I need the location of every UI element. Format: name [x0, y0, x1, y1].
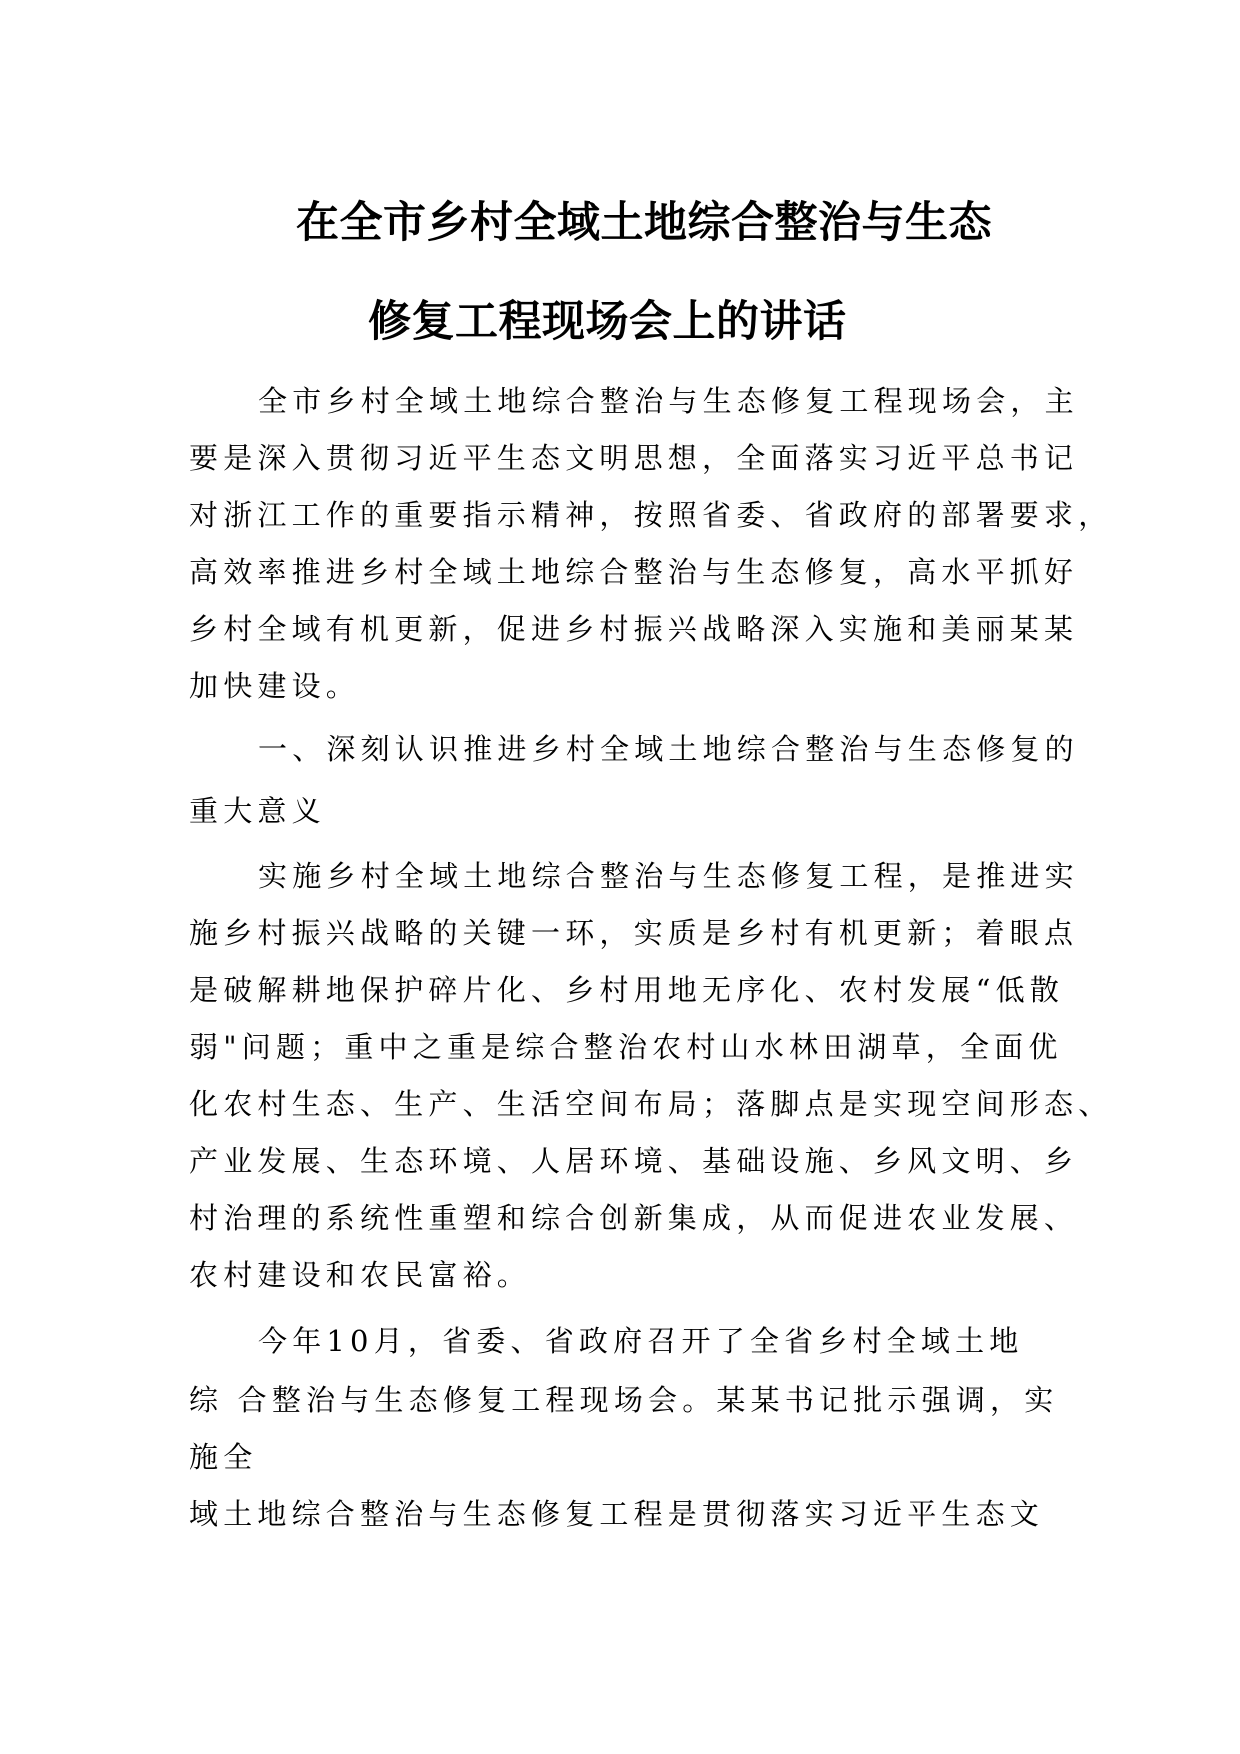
body-line: 施全 — [189, 1440, 258, 1474]
body-line: 要是深入贯彻习近平生态文明思想，全面落实习近平总书记 — [189, 441, 1079, 475]
body-line: 今年10月，省委、省政府召开了全省乡村全域土地 — [258, 1324, 1024, 1358]
body-line: 化农村生态、生产、生活空间布局；落脚点是实现空间形态、 — [189, 1087, 1113, 1121]
body-line: 是破解耕地保护碎片化、乡村用地无序化、农村发展“低散 — [189, 973, 1065, 1007]
document-title-line-1: 在全市乡村全域土地综合整治与生态 — [296, 198, 992, 248]
body-line: 产业发展、生态环境、人居环境、基础设施、乡风文明、乡 — [189, 1144, 1079, 1178]
body-line: 加快建设。 — [189, 669, 361, 703]
body-line: 域土地综合整治与生态修复工程是贯彻落实习近平生态文 — [189, 1497, 1045, 1531]
body-line: 弱"问题；重中之重是综合整治农村山水林田湖草，全面优 — [189, 1030, 1063, 1064]
body-line: 农村建设和农民富裕。 — [189, 1258, 532, 1292]
section-heading-line: 重大意义 — [189, 794, 326, 828]
body-line: 乡村全域有机更新，促进乡村振兴战略深入实施和美丽某某 — [189, 612, 1079, 646]
body-line: 村治理的系统性重塑和综合创新集成，从而促进农业发展、 — [189, 1201, 1079, 1235]
body-line: 综 合整治与生态修复工程现场会。某某书记批示强调，实 — [189, 1383, 1059, 1417]
body-line: 施乡村振兴战略的关键一环，实质是乡村有机更新；着眼点 — [189, 916, 1079, 950]
body-line: 实施乡村全域土地综合整治与生态修复工程，是推进实 — [258, 859, 1079, 893]
body-line: 全市乡村全域土地综合整治与生态修复工程现场会，主 — [258, 384, 1079, 418]
document-title-line-2: 修复工程现场会上的讲话 — [368, 297, 847, 347]
body-line: 对浙江工作的重要指示精神，按照省委、省政府的部署要求， — [189, 498, 1113, 532]
body-line: 高效率推进乡村全域土地综合整治与生态修复，高水平抓好 — [189, 555, 1079, 589]
section-heading-line: 一、深刻认识推进乡村全域土地综合整治与生态修复的 — [258, 732, 1079, 766]
